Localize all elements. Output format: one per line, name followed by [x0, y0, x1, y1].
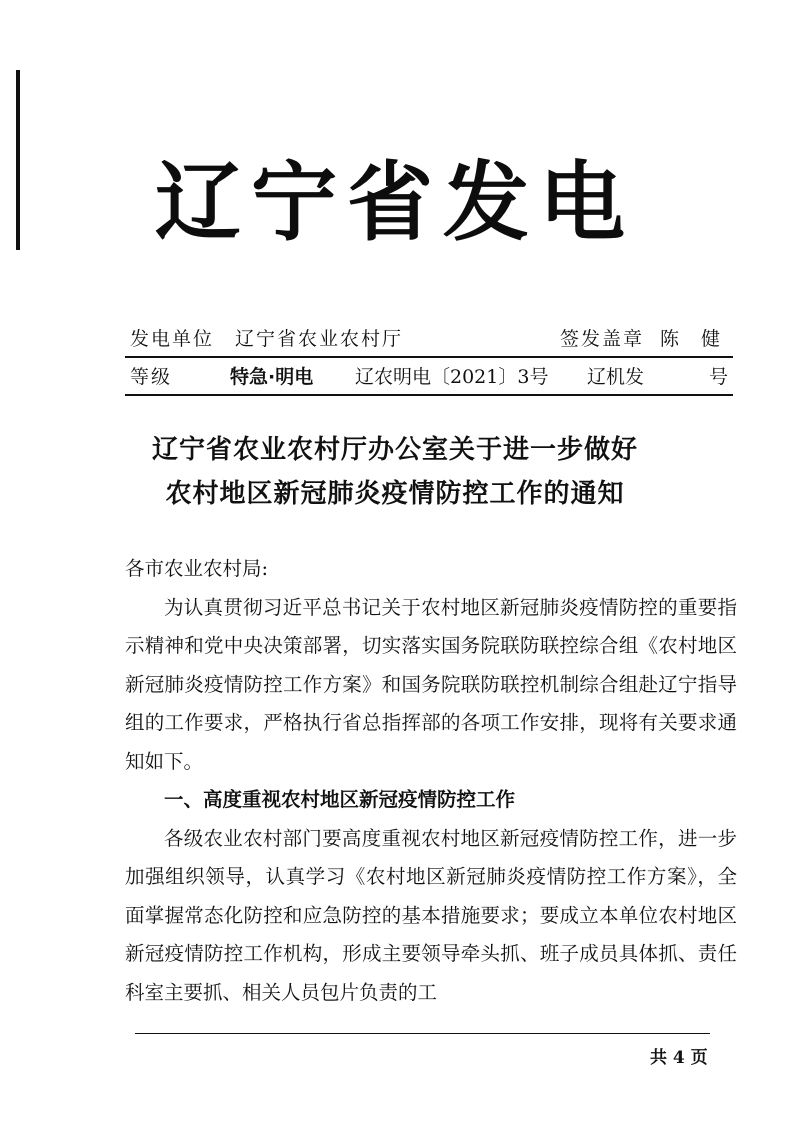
- sender-label: 发电单位: [130, 328, 215, 350]
- document-body: [125, 550, 737, 1012]
- masthead-title: 辽宁省发电: [155, 153, 635, 253]
- header-row-level: [125, 360, 733, 396]
- title-line-2: 农村地区新冠肺炎疫情防控工作的通知: [165, 479, 625, 509]
- issuer-code: 辽机发: [587, 366, 645, 388]
- level-label: 等级: [130, 366, 173, 388]
- level-value: 特急·明电: [230, 366, 314, 388]
- section-1-heading: 一、高度重视农村地区新冠疫情防控工作: [164, 788, 516, 811]
- sign-label: 签发盖章: [560, 328, 645, 350]
- signer-value: 陈 健: [660, 328, 729, 350]
- sender-value: 辽宁省农业农村厅: [235, 328, 404, 350]
- title-line-1: 辽宁省农业农村厅办公室关于进一步做好: [151, 435, 638, 465]
- issuer-suffix: 号: [708, 366, 728, 388]
- footer-divider: [135, 1033, 710, 1034]
- header-row-sender: [125, 322, 733, 358]
- document-title: [0, 428, 790, 516]
- paragraph-1: 为认真贯彻习近平总书记关于农村地区新冠肺炎疫情防控的重要指示精神和党中央决策部署，切实落实国务院联防联控综合组《农村地区新冠肺炎疫情防控工作方案》和国务院联防联控机制综合组赴辽宁指导组的工作要求，严格执行省总指挥部的各项工作安排，现将有关要求通知如下。: [125, 595, 737, 773]
- document-number: 辽农明电〔2021〕3号: [355, 366, 549, 388]
- page-count: 共 4 页: [650, 1048, 708, 1068]
- salutation: 各市农业农村局:: [125, 557, 269, 580]
- paragraph-2: 各级农业农村部门要高度重视农村地区新冠疫情防控工作，进一步加强组织领导，认真学习《农村地区新冠肺炎疫情防控工作方案》，全面掌握常态化防控和应急防控的基本措施要求；要成立本单位农村地区新冠疫情防控工作机构，形成主要领导牵头抓、班子成员具体抓、责任科室主要抓、相关人员包片负责的工: [125, 826, 737, 1004]
